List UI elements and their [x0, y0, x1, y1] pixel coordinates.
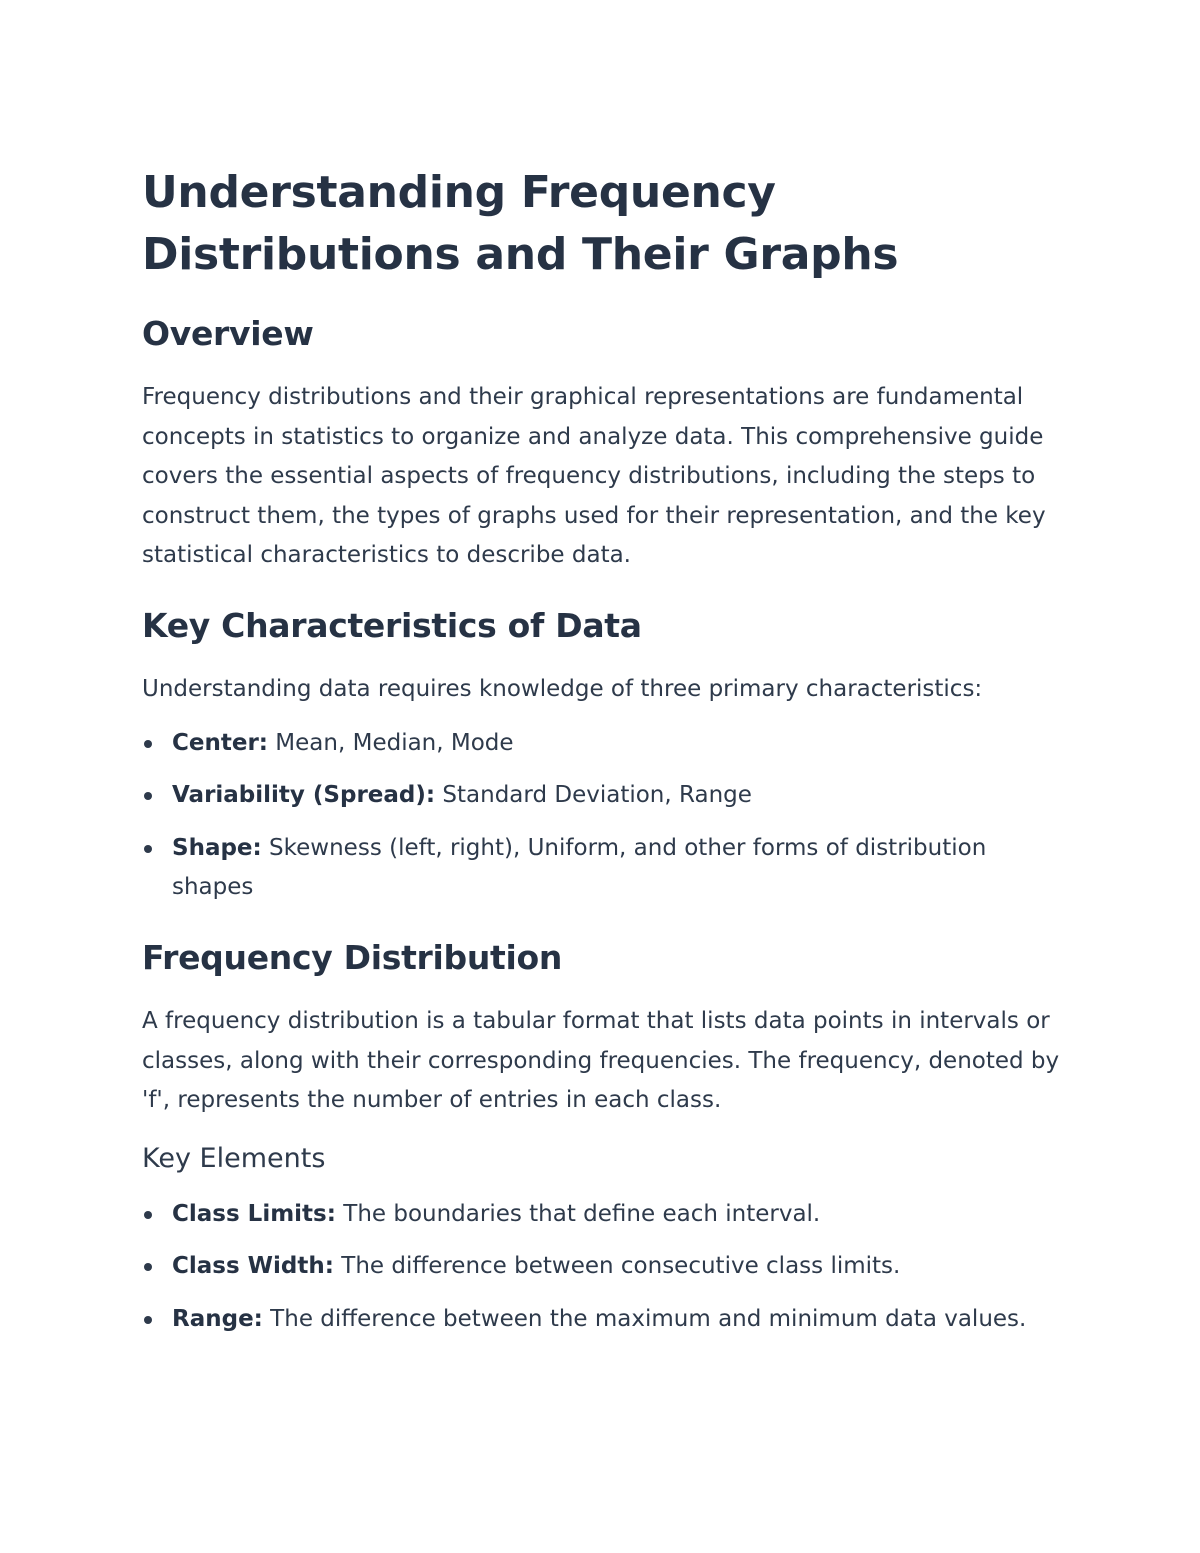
key-characteristics-intro: Understanding data requires knowledge of three primary characteristics: [142, 675, 983, 702]
list-item-text: The difference between the maximum and minimum data values. [262, 1305, 1027, 1332]
list-item-text: Skewness (left, right), Uniform, and other forms of distribution shapes [172, 834, 987, 901]
list-item-term: Variability (Spread): [172, 782, 436, 809]
list-item-term: Shape: [172, 834, 262, 861]
document-page [142, 162, 1062, 1340]
bullet-icon [144, 1263, 152, 1271]
overview-paragraph: Frequency distributions and their graphical representations are fundamental concepts in statistics to organize and analyze data. This comprehensive guide covers the essential aspects of frequency distributions, including the steps to construct them, the types of graphs used for their representation, and the key statistical characteristics to describe data. [142, 384, 1046, 569]
section-heading-overview: Overview [142, 314, 314, 353]
section-heading-key-characteristics: Key Characteristics of Data [142, 605, 642, 645]
list-item [142, 1195, 1062, 1235]
list-item-text: Standard Deviation, Range [435, 782, 752, 809]
bullet-icon [144, 1211, 152, 1219]
list-item-text: The difference between consecutive class limits. [333, 1253, 901, 1280]
list-item [142, 724, 1062, 764]
list-item-term: Range: [172, 1305, 263, 1332]
bullet-icon [144, 792, 152, 800]
list-item [142, 776, 1062, 816]
list-item-text: The boundaries that define each interval. [335, 1200, 821, 1227]
key-characteristics-list [142, 724, 1062, 908]
list-item [142, 1300, 1062, 1340]
key-elements-list [142, 1195, 1062, 1340]
bullet-icon [144, 740, 152, 748]
list-item-term: Class Width: [172, 1253, 334, 1280]
list-item [142, 829, 1062, 908]
section-heading-frequency-distribution: Frequency Distribution [142, 937, 563, 977]
document-title: Understanding Frequency Distributions and Their Graphs [142, 167, 899, 280]
list-item [142, 1247, 1062, 1287]
list-item-term: Center: [172, 729, 268, 756]
subheading-key-elements: Key Elements [142, 1142, 326, 1174]
bullet-icon [144, 1316, 152, 1324]
frequency-distribution-paragraph: A frequency distribution is a tabular format that lists data points in intervals or classes, along with their corresponding frequencies. The frequency, denoted by 'f', represents the number of entries in each class. [142, 1007, 1060, 1114]
list-item-term: Class Limits: [172, 1200, 336, 1227]
list-item-text: Mean, Median, Mode [268, 729, 514, 756]
bullet-icon [144, 845, 152, 853]
